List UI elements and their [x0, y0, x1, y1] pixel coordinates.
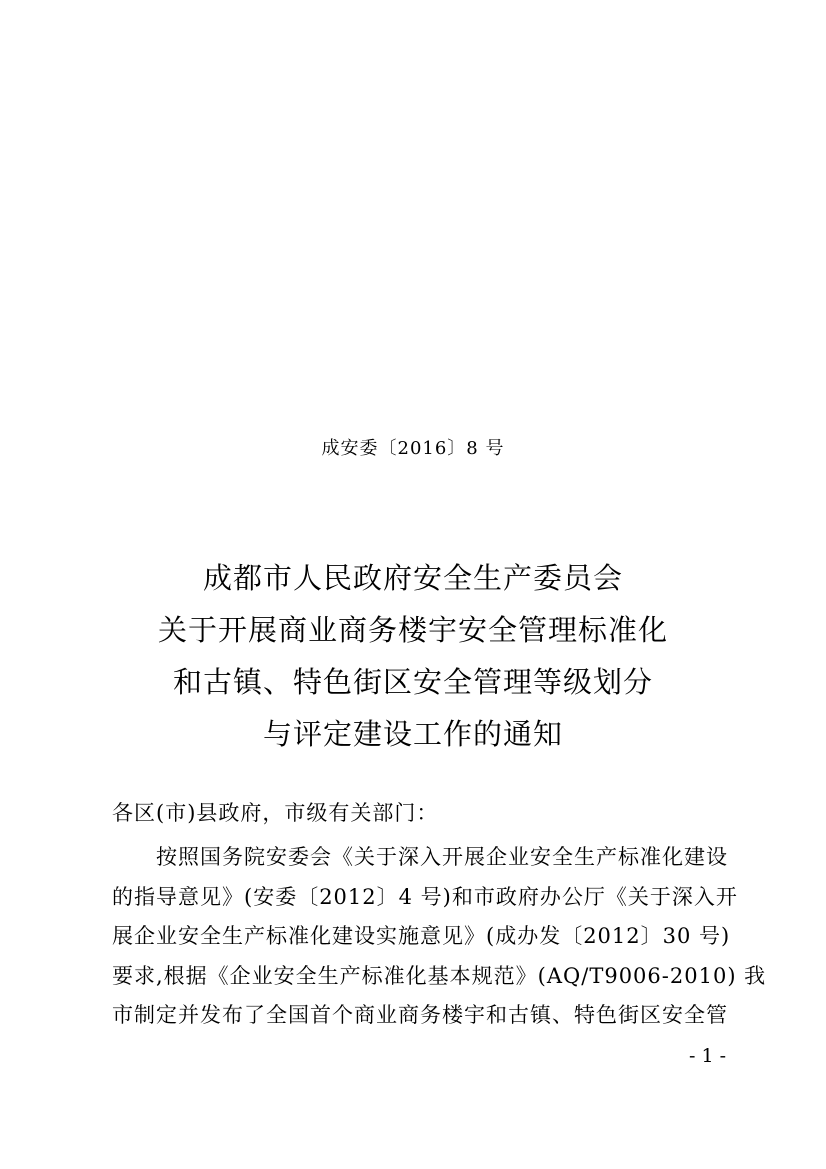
body-line: 要求,根据《企业安全生产标准化基本规范》(AQ/T9006-2010) 我: [112, 963, 767, 988]
body-line: 展企业安全生产标准化建设实施意见》(成办发〔2012〕30 号): [112, 924, 731, 948]
page-number: - 1 -: [688, 1045, 726, 1067]
body-paragraph: [112, 838, 767, 1036]
body-line: 的指导意见》(安委〔2012〕4 号)和市政府办公厅《关于深入开: [112, 884, 738, 909]
title-line: 关于开展商业商务楼宇安全管理标准化: [157, 613, 668, 647]
title-line: 和古镇、特色街区安全管理等级划分: [172, 665, 653, 699]
document-title: [60, 552, 766, 760]
body-line: 按照国务院安委会《关于深入开展企业安全生产标准化建设: [156, 845, 728, 869]
body-line: 市制定并发布了全国首个商业商务楼宇和古镇、特色街区安全管: [112, 1003, 728, 1027]
title-line: 成都市人民政府安全生产委员会: [202, 561, 623, 595]
document-number: 成安委〔2016〕8 号: [321, 438, 505, 459]
salutation: 各区(市)县政府，市级有关部门：: [112, 801, 439, 825]
title-line: 与评定建设工作的通知: [262, 717, 563, 751]
